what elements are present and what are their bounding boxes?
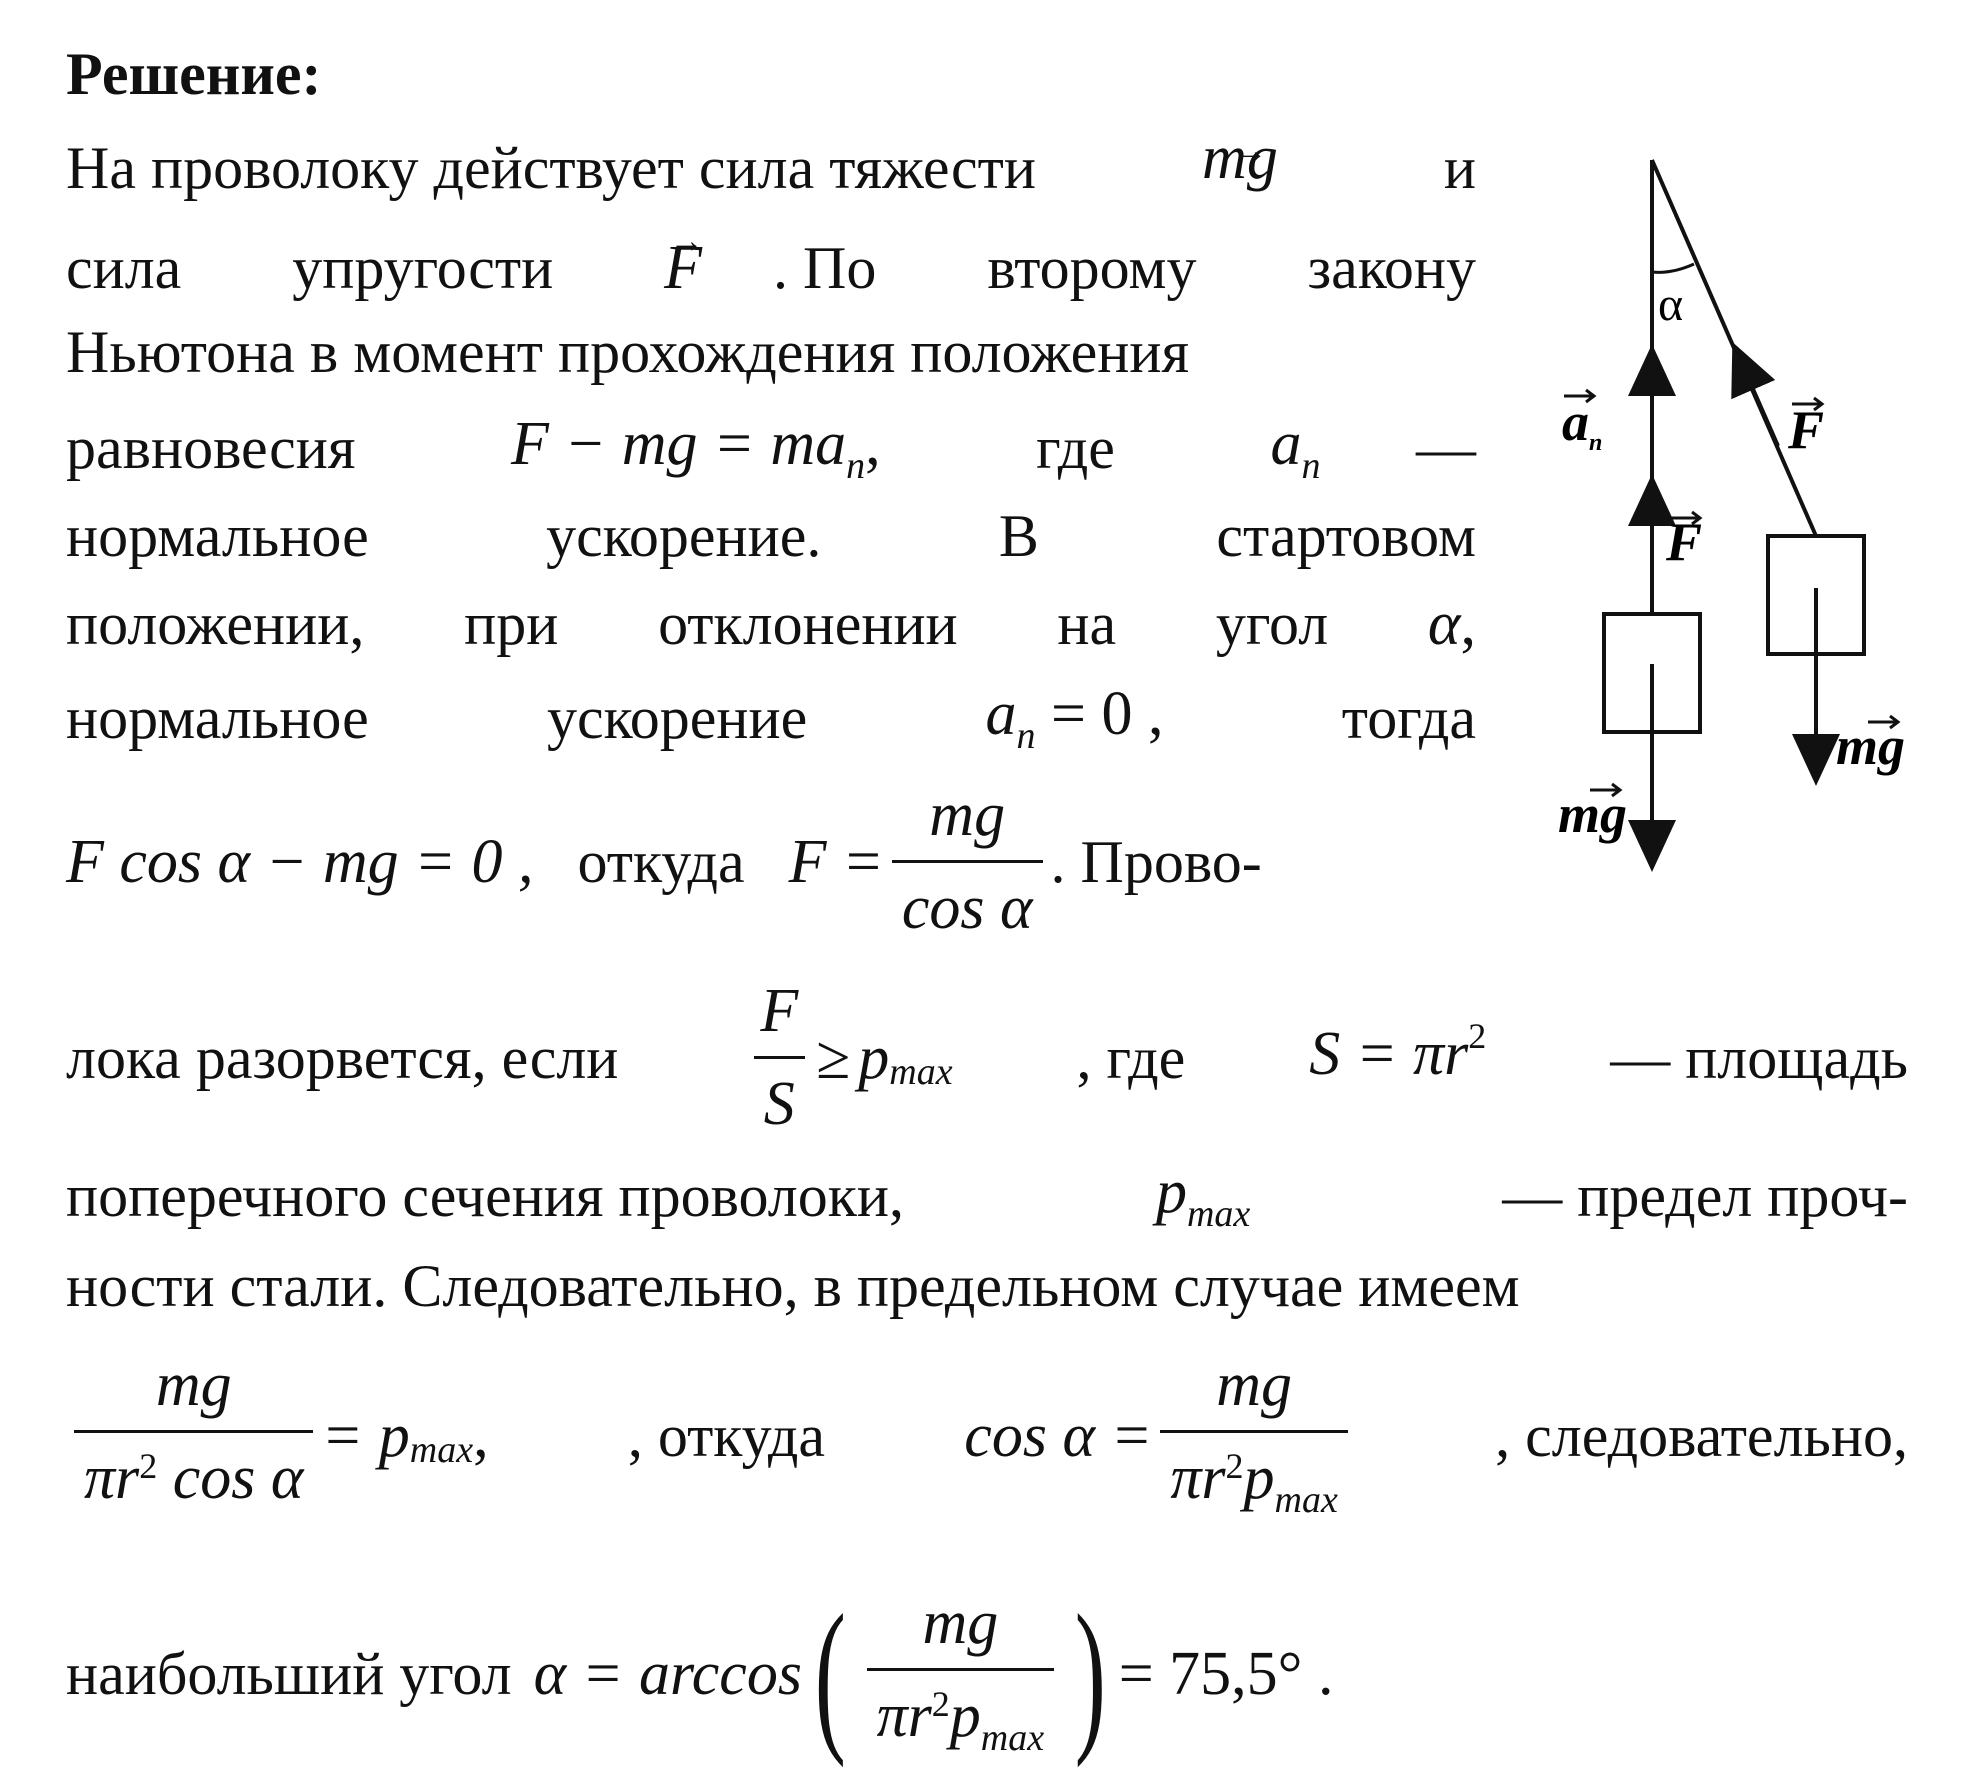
text-line-2: сила упругости → F . По второму закону	[66, 228, 1476, 308]
alpha-symbol: α,	[1427, 590, 1476, 658]
text-line-4: равновесия F − mg = $ma_n$, где $a_n$ —	[66, 404, 1476, 492]
inclined-force-arrow	[1742, 364, 1778, 446]
text-line-3: Ньютона в момент прохождения положения	[66, 319, 1190, 385]
text-line-12: $\frac{mg}{\pi r^2 \cos \alpha}$ = p max , , откуда cos α = $\frac{mg}{\pi r^2p_{max}}$ , следовательно,	[66, 1346, 1908, 1525]
a-n-zero: $a_n = 0$ ,	[985, 680, 1164, 757]
diagram-a-label: an	[1562, 392, 1603, 456]
diagram-alpha-label: α	[1658, 278, 1684, 331]
newton-equation: F − mg = $ma_n$,	[511, 410, 881, 487]
limit-equation: $\frac{mg}{\pi r^2 \cos \alpha}$ = p max ,	[66, 1346, 489, 1525]
inclined-wire	[1652, 160, 1816, 536]
vertical-F-label: F	[1666, 512, 1703, 572]
final-answer: α = arccos ( $\frac{mg}{\pi r^2p_{max}}$ ) = 75,5° .	[533, 1579, 1334, 1768]
angle-arc	[1652, 264, 1694, 272]
mg-vector: mg	[1202, 124, 1278, 192]
text-line-6: положении, при отклонении на угол α,	[66, 584, 1476, 664]
text-line-10: поперечного сечения проволоки, $p_{max}$ — предел проч-	[66, 1152, 1908, 1240]
p-max-symbol: $p_{max}$	[1155, 1158, 1251, 1235]
fraction-mg-over-pir2cos: $\frac{mg}{\pi r^2 \cos \alpha}$	[74, 1346, 313, 1525]
gravity-label-1: mg	[1558, 784, 1628, 844]
text-line-13: наибольший угол α = arccos ( $\frac{mg}{\pi r^2p_{max}}$ ) = 75,5° .	[66, 1579, 1334, 1768]
text-line-1: На проволоку действует сила тяжести mg и	[66, 118, 1476, 218]
force-balance-equation: F cos α − mg = 0 ,	[66, 827, 534, 896]
fraction-mg-over-pir2p: $\frac{mg}{\pi r^2p_{max}}$	[1160, 1346, 1348, 1525]
text-line-5: нормальное ускорение. В стартовом	[66, 503, 1476, 569]
area-formula: $S = \pi r^2$	[1309, 1015, 1487, 1088]
a-n-symbol: $a_n$	[1270, 410, 1321, 487]
F-vector: → F	[664, 228, 702, 308]
text-line-11: ности стали. Следовательно, в предельном случае имеем	[66, 1253, 1520, 1319]
fraction-final: $\frac{mg}{\pi r^2p_{max}}$	[867, 1584, 1055, 1763]
fraction-mg-over-cos: $\frac{mg}{\text{cos α}}$	[892, 776, 1043, 947]
text-line-7: нормальное ускорение $a_n = 0$ , тогда	[66, 674, 1476, 762]
pendulum-diagram	[1530, 140, 1950, 880]
solution-heading: Решение:	[66, 41, 322, 107]
fraction-F-over-S: $\frac{F}{S}$	[750, 972, 808, 1143]
gravity-label-2: mg	[1836, 716, 1906, 776]
text-line-8: F cos α − mg = 0 , откуда F = $\frac{mg}{\text{cos α}}$ . Прово-	[66, 776, 1476, 947]
inclined-F-label: F	[1788, 400, 1825, 460]
cos-alpha-equation: cos α = $\frac{mg}{\pi r^2p_{max}}$	[964, 1346, 1356, 1525]
text-line-9: лока разорвется, если $\frac{F}{S}$ ≥ p max , где $S = \pi r^2$ — площадь	[66, 972, 1908, 1143]
